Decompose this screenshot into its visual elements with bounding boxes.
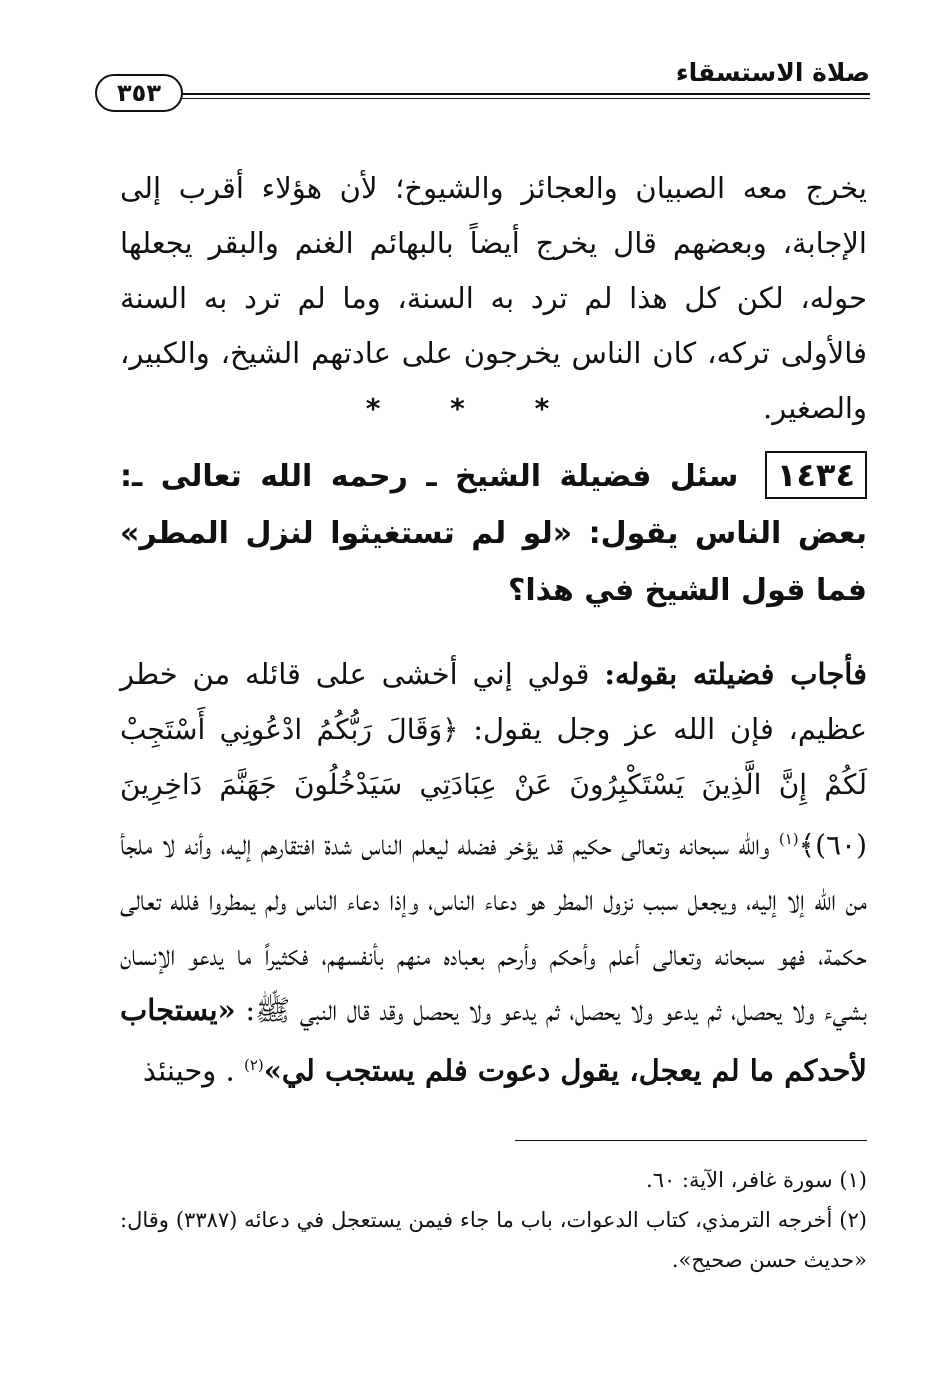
running-header-title: صلاة الاستسقاء [675, 58, 870, 87]
quran-verse: ﴿وَقَالَ رَبُّكُمُ ادْعُونِي أَسْتَجِبْ لَكُمْ إِنَّ الَّذِينَ يَسْتَكْبِرُونَ عَنْ عِبَادَتِي سَيَدْخُلُونَ جَهَنَّمَ دَاخِرِينَ (٦٠)﴾ [120, 713, 868, 862]
answer-text: . وحينئذ [142, 1053, 235, 1088]
paragraph: يخرج معه الصبيان والعجائز والشيوخ؛ لأن هؤلاء أقرب إلى الإجابة، وبعضهم قال يخرج أيضاً بالبهائم الغنم والبقر يجعلها حوله، لكن كل هذا لم ترد به السنة، وما لم ترد به السنة فالأولى تركه، كان الناس يخرجون على عادتهم الشيخ، والكبير، والصغير. [120, 171, 867, 425]
footnote: (١) سورة غافر، الآية: ٦٠. [646, 1168, 867, 1192]
answer-lead: فأجاب فضيلته بقوله: [604, 657, 868, 691]
footnote-ref: (١) [778, 830, 799, 848]
footnotes [120, 1160, 867, 1280]
footnote: (٢) أخرجه الترمذي، كتاب الدعوات، باب ما جاء فيمن يستعجل في دعائه (٣٣٨٧) وقال: «حديث حسن صحيح». [120, 1208, 867, 1272]
question-number: ١٤٣٤ [765, 451, 867, 499]
page-number: ٣٥٣ [95, 74, 183, 112]
question-text: سئل فضيلة الشيخ ـ رحمه الله تعالى ـ: بعض الناس يقول: «لو لم تستغيثوا لنزل المطر» فما قول الشيخ في هذا؟ [120, 459, 867, 608]
answer-text: والله سبحانه وتعالى حكيم قد يؤخر فضله ليعلم الناس شدة افتقارهم إليه، وأنه لا ملجأ من الله إلا إليه، ويجعل سبب نزول المطر هو دعاء الناس، وإذا دعاء الناس ولم يمطروا فلله تعالى حكمة، فهو سبحانه وتعالى أعلم وأحكم وأرحم بعباده منهم بأنفسهم، فكثيراً ما يدعو الإنسان بشيء ولا يحصل، ثم يدعو ولا يحصل، ثم يدعو ولا يحصل وقد قال النبي ﷺ: [120, 827, 868, 1027]
section-separator: * * * [365, 392, 580, 425]
footnote-rule [515, 1140, 867, 1141]
question-block [120, 448, 867, 619]
hadith-quote: «يستجاب لأحدكم ما لم يعجل، يقول دعوت فلم يستجب لي» [120, 992, 867, 1088]
answer-text: قولي إني أخشى على قائله من خطر عظيم، فإن الله عز وجل يقول: [120, 657, 868, 746]
header-rule [170, 93, 870, 99]
answer-block [120, 647, 867, 1098]
footnote-ref: (٢) [243, 1055, 264, 1074]
